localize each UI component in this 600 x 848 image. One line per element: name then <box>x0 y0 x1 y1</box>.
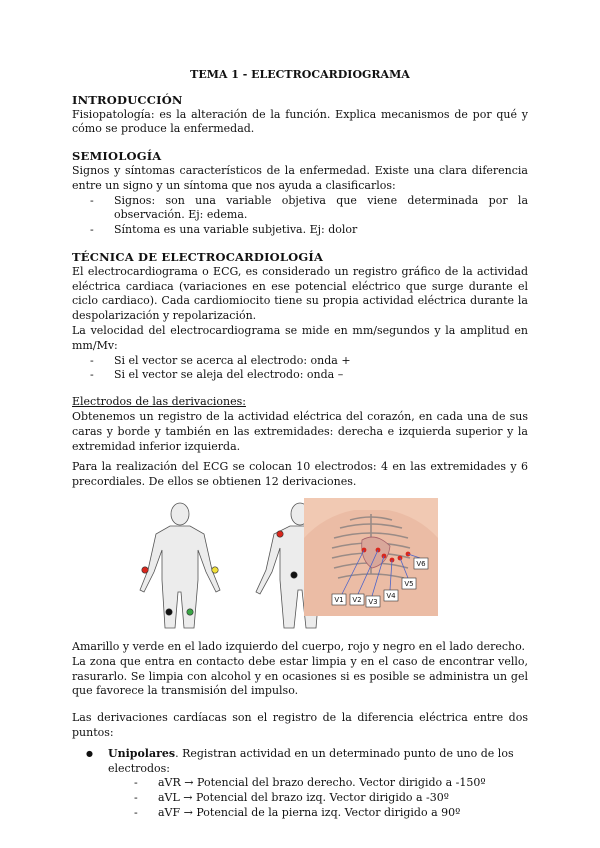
heading-semiologia: SEMIOLOGÍA <box>72 149 162 164</box>
chest-label-v5: V5 <box>404 579 414 588</box>
intro-text: Fisiopatología: es la alteración de la función. Explica mecanismos de por qué y cómo se produce la enfermedad. <box>72 107 528 136</box>
electrodos-after-2: La zona que entra en contacto debe estar limpia y en el caso de encontrar vello, rasurarlo. Se limpia con alcohol y en ocasiones si es posible se administra un gel que favorece la transmisión del impulso. <box>72 654 528 698</box>
semiologia-text: Signos y síntomas característicos de la enfermedad. Existe una clara diferencia entre un signo y un síntoma que nos ayuda a clasificarlos: <box>72 163 528 192</box>
heading-electrodos: Electrodos de las derivaciones: <box>72 395 246 409</box>
chest-label-v3: V3 <box>368 597 378 606</box>
document-page <box>72 68 528 821</box>
derivaciones-list <box>72 747 528 821</box>
list-item: - aVL → Potencial del brazo izq. Vector dirigido a -30º <box>134 791 528 806</box>
electrode-black <box>166 609 172 615</box>
list-item: - Si el vector se acerca al electrodo: onda + <box>90 354 528 369</box>
list-item: - aVF → Potencial de la pierna izq. Vector dirigido a 90º <box>134 806 528 821</box>
semiologia-list <box>72 194 528 238</box>
heading-introduccion: INTRODUCCIÓN <box>72 92 183 107</box>
chest-label-v2: V2 <box>352 595 362 604</box>
chest-label-v6: V6 <box>416 559 426 568</box>
electrodos-after-3: Las derivaciones cardíacas son el registro de la diferencia eléctrica entre dos puntos: <box>72 711 528 739</box>
chest-label-v1: V1 <box>334 595 344 604</box>
list-item: - Si el vector se aleja del electrodo: onda – <box>90 368 528 383</box>
document-title: TEMA 1 - ELECTROCARDIOGRAMA <box>190 68 410 81</box>
chest-electrodes-figure <box>304 498 438 616</box>
tecnica-list <box>72 354 528 384</box>
unipolares-label: Unipolares <box>108 746 176 760</box>
electrodos-text-2: Para la realización del ECG se colocan 10 electrodos: 4 en las extremidades y 6 precordiales. De ellos se obtienen 12 derivaciones. <box>72 460 528 489</box>
list-item-unipolares <box>82 747 528 821</box>
electrodos-text: Obtenemos un registro de la actividad eléctrica del corazón, en cada una de sus caras y borde y también en las extremidades: derecha e izquierda superior y la extremidad inferior izquierda. <box>72 409 528 453</box>
electrode-green <box>187 609 193 615</box>
tecnica-text: El electrocardiograma o ECG, es considerado un registro gráfico de la actividad eléctrica cardiaca (variaciones en ese potencial eléctrico que surge durante el ciclo cardiaco). Cada cardiomiocito tiene su propia actividad eléctrica durante la despolarización y repolarización. <box>72 264 528 323</box>
figures-row <box>72 496 528 634</box>
unipolares-sublist <box>108 776 528 820</box>
electrode-black <box>291 572 297 578</box>
list-item: - Síntoma es una variable subjetiva. Ej: dolor <box>90 223 528 238</box>
electrodos-after-1: Amarillo y verde en el lado izquierdo del cuerpo, rojo y negro en el lado derecho. <box>72 639 526 653</box>
electrode-yellow <box>212 567 218 573</box>
tecnica-text-2: La velocidad del electrocardiograma se mide en mm/segundos y la amplitud en mm/Mv: <box>72 323 528 352</box>
heading-tecnica: TÉCNICA DE ELECTROCARDIOLOGÍA <box>72 249 324 264</box>
unipolares-text: . Registran actividad en un determinado punto de uno de los electrodos: <box>108 746 514 775</box>
electrode-red <box>277 531 283 537</box>
chest-label-v4: V4 <box>386 591 396 600</box>
electrode-red <box>142 567 148 573</box>
list-item: - aVR → Potencial del brazo derecho. Vector dirigido a -150º <box>134 776 528 791</box>
list-item: - Signos: son una variable objetiva que viene determinada por la observación. Ej: edema. <box>90 194 528 224</box>
